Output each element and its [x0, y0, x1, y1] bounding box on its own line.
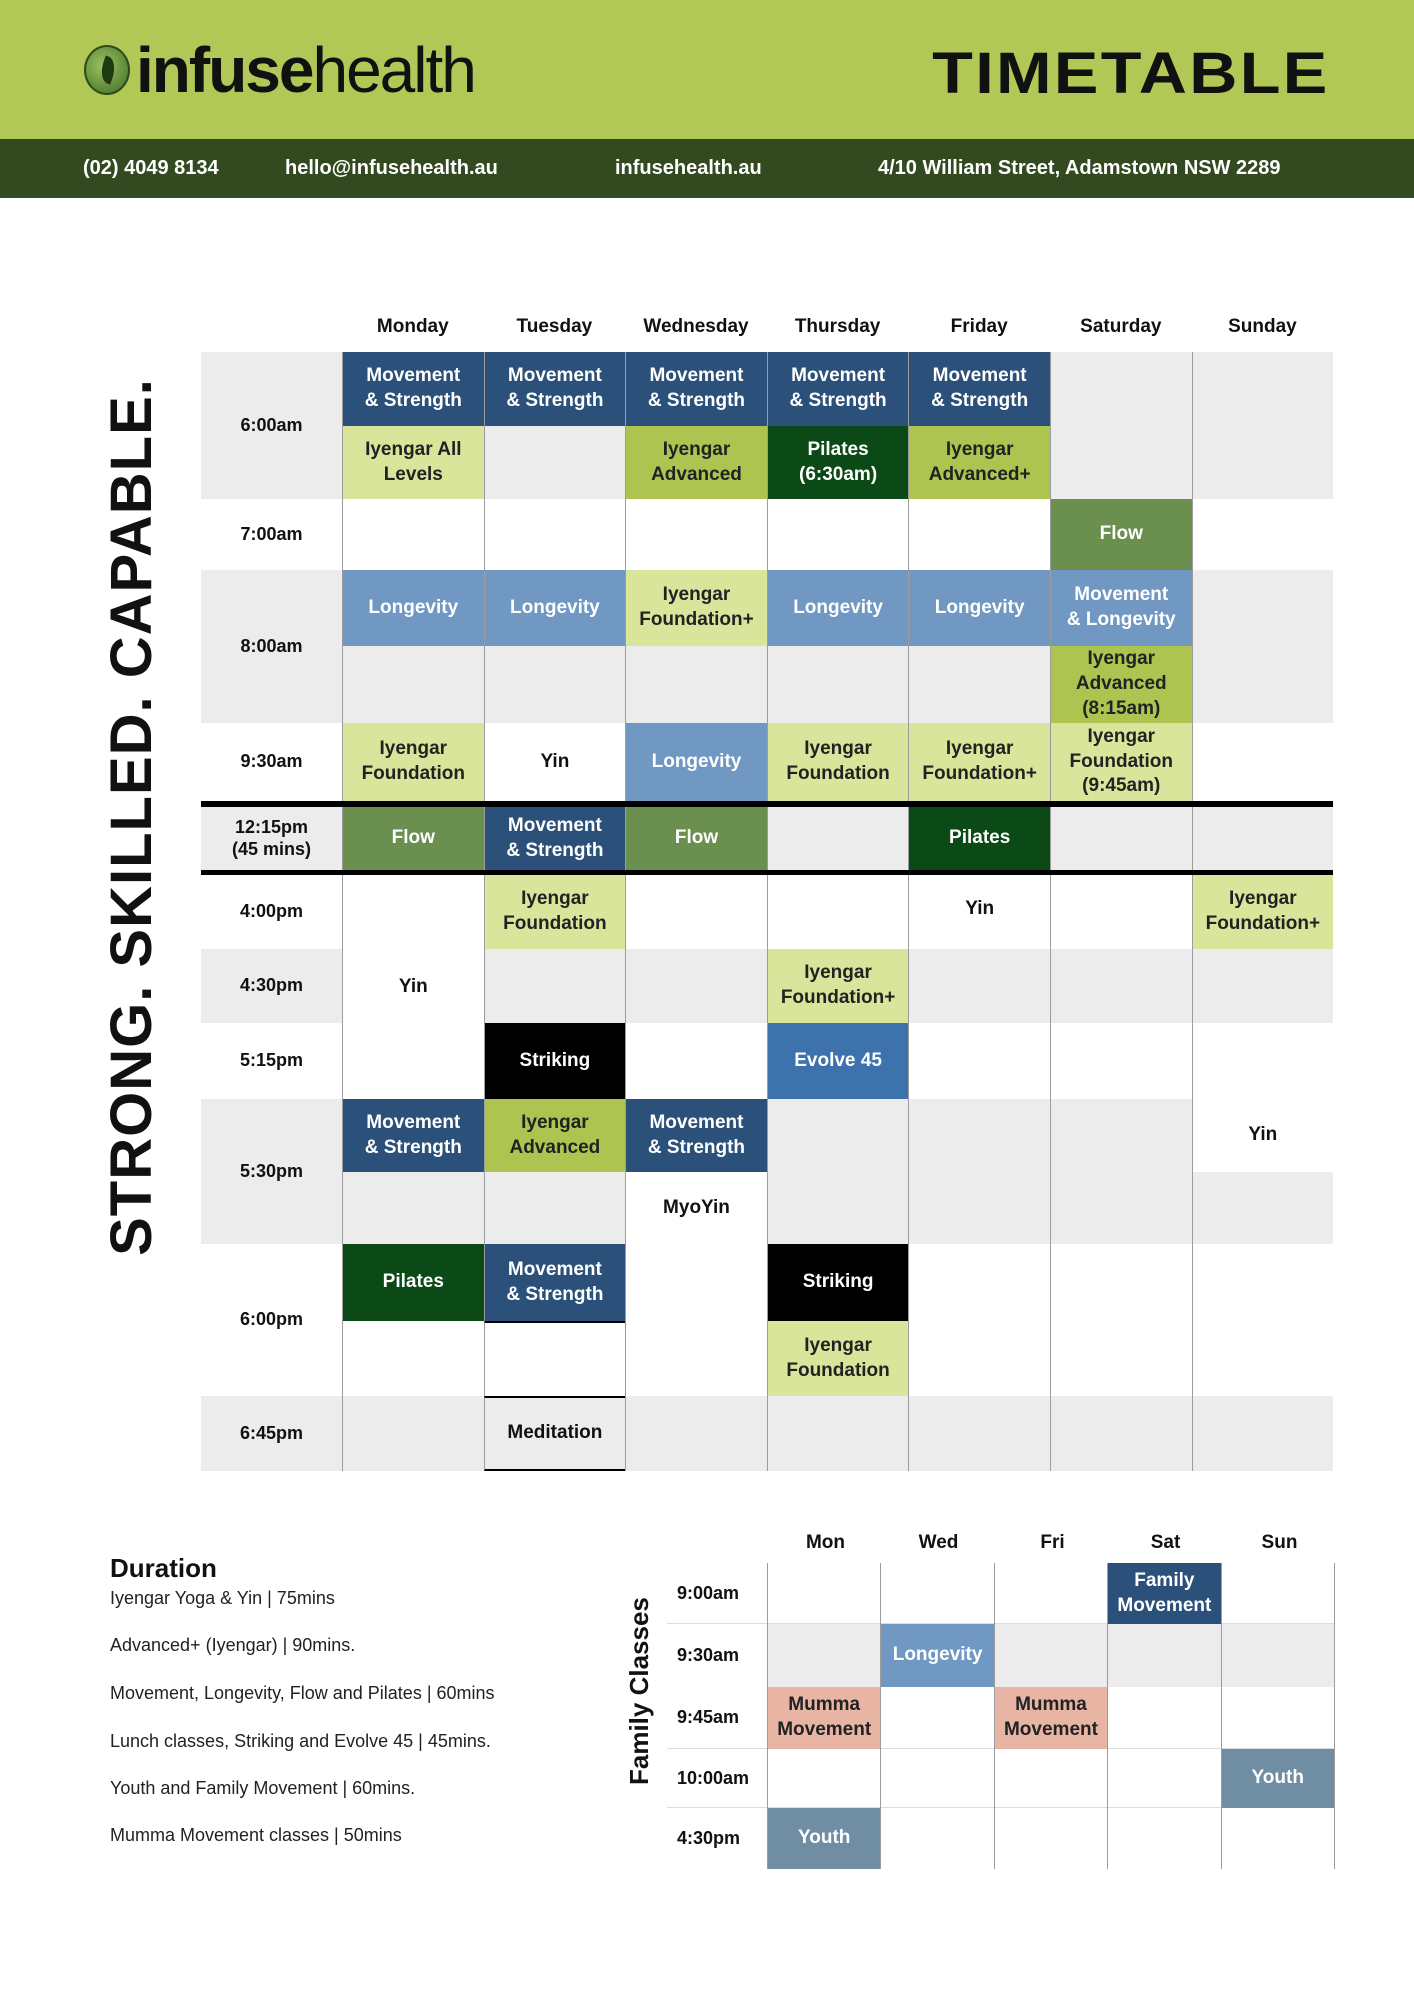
class-cell[interactable]: Movement & Strength	[625, 352, 767, 426]
day-header-wednesday: Wednesday	[643, 316, 749, 337]
day-header-saturday: Saturday	[1080, 316, 1162, 337]
class-cell[interactable]: Movement & Strength	[484, 352, 626, 426]
class-cell[interactable]: Pilates	[342, 1244, 484, 1321]
duration-item: Mumma Movement classes | 50mins	[110, 1825, 402, 1845]
family-day-header: Sun	[1261, 1532, 1298, 1553]
class-cell[interactable]: Longevity	[767, 570, 909, 646]
column-divider	[1221, 1563, 1334, 1869]
time-label: 12:15pm (45 mins)	[231, 816, 312, 859]
class-cell[interactable]: Iyengar Advanced (8:15am)	[1050, 646, 1192, 723]
class-cell[interactable]: Meditation	[484, 1396, 626, 1471]
class-cell[interactable]: Yin	[484, 723, 626, 801]
class-cell[interactable]: Iyengar Foundation+	[767, 949, 909, 1023]
class-cell[interactable]: Longevity	[625, 723, 767, 801]
day-header-sunday: Sunday	[1228, 316, 1297, 337]
time-label: 6:45pm	[239, 1422, 304, 1443]
family-class-cell[interactable]: Youth	[767, 1808, 880, 1869]
family-day-header: Wed	[918, 1532, 959, 1553]
family-class-cell[interactable]: Youth	[1221, 1749, 1334, 1808]
duration-item: Movement, Longevity, Flow and Pilates | 60mins	[110, 1683, 495, 1703]
address: 4/10 William Street, Adamstown NSW 2289	[878, 157, 1281, 179]
contact-bar	[0, 139, 1414, 198]
family-class-cell[interactable]: Mumma Movement	[994, 1687, 1107, 1749]
class-cell[interactable]: Iyengar Foundation+	[625, 570, 767, 646]
page-title: TIMETABLE	[932, 41, 1330, 106]
day-header-tuesday: Tuesday	[516, 316, 593, 337]
class-cell[interactable]: Iyengar Foundation+	[1192, 875, 1334, 949]
class-cell[interactable]: Longevity	[342, 570, 484, 646]
column-divider	[880, 1563, 993, 1869]
lunch-divider	[201, 870, 1333, 875]
class-cell[interactable]: Yin	[1192, 1099, 1334, 1172]
time-label: 4:00pm	[239, 901, 304, 922]
time-label: 5:15pm	[239, 1050, 304, 1071]
family-day-header: Sat	[1150, 1532, 1181, 1553]
time-label: 5:30pm	[239, 1160, 304, 1181]
column-divider	[1334, 1563, 1336, 1869]
class-cell[interactable]: Flow	[1050, 499, 1192, 570]
family-class-cell[interactable]: Family Movement	[1107, 1563, 1220, 1624]
logo-light: health	[312, 34, 475, 106]
day-header-friday: Friday	[950, 316, 1008, 337]
class-cell[interactable]: Movement & Longevity	[1050, 570, 1192, 646]
duration-heading: Duration	[110, 1553, 217, 1583]
family-class-cell[interactable]: Mumma Movement	[767, 1687, 880, 1749]
time-label: 4:30pm	[677, 1827, 741, 1848]
class-cell[interactable]: Pilates	[908, 807, 1050, 870]
class-cell[interactable]: Iyengar Advanced+	[908, 426, 1050, 499]
class-cell[interactable]: Striking	[767, 1244, 909, 1321]
class-cell[interactable]: Pilates (6:30am)	[767, 426, 909, 499]
email-link[interactable]: hello@infusehealth.au	[285, 157, 498, 179]
class-cell[interactable]: Striking	[484, 1023, 626, 1099]
class-cell[interactable]: Iyengar All Levels	[342, 426, 484, 499]
family-day-header: Fri	[1040, 1532, 1065, 1553]
header-band	[0, 0, 1414, 139]
class-cell[interactable]: Yin	[908, 875, 1050, 949]
family-classes-title: Family Classes	[624, 1597, 654, 1785]
class-cell[interactable]: Movement & Strength	[342, 1099, 484, 1172]
class-cell[interactable]: Movement & Strength	[342, 352, 484, 426]
duration-item: Advanced+ (Iyengar) | 90mins.	[110, 1635, 356, 1655]
leaf-logo-icon	[84, 45, 130, 95]
time-label: 4:30pm	[239, 975, 304, 996]
class-cell[interactable]: Longevity	[908, 570, 1050, 646]
class-cell[interactable]: Movement & Strength	[484, 807, 626, 870]
time-label: 6:00pm	[239, 1309, 304, 1330]
time-label: 9:30am	[677, 1644, 740, 1665]
duration-item: Youth and Family Movement | 60mins.	[110, 1778, 416, 1798]
class-cell[interactable]: Iyengar Advanced	[484, 1099, 626, 1172]
family-day-header: Mon	[805, 1532, 846, 1553]
empty-cell	[484, 1321, 626, 1396]
website-link[interactable]: infusehealth.au	[615, 157, 762, 179]
time-label: 9:45am	[677, 1707, 740, 1728]
duration-item: Lunch classes, Striking and Evolve 45 | 45mins.	[110, 1731, 491, 1751]
time-label: 6:00am	[240, 414, 303, 435]
duration-item: Iyengar Yoga & Yin | 75mins	[110, 1588, 335, 1608]
class-cell[interactable]: Iyengar Foundation+	[908, 723, 1050, 801]
class-cell[interactable]: MyoYin	[625, 1172, 767, 1396]
tagline: STRONG. SKILLED. CAPABLE.	[99, 378, 164, 1256]
class-cell[interactable]: Movement & Strength	[484, 1244, 626, 1321]
logo-bold: infuse	[136, 34, 313, 106]
class-cell[interactable]: Movement & Strength	[908, 352, 1050, 426]
class-cell[interactable]: Flow	[625, 807, 767, 870]
logo	[84, 34, 475, 106]
class-cell[interactable]: Movement & Strength	[767, 352, 909, 426]
time-label: 8:00am	[240, 635, 303, 656]
class-cell[interactable]: Evolve 45	[767, 1023, 909, 1099]
class-cell[interactable]: Movement & Strength	[625, 1099, 767, 1172]
family-class-cell[interactable]: Longevity	[880, 1624, 993, 1687]
day-header-monday: Monday	[376, 316, 449, 337]
timetable-grid	[201, 352, 1333, 1471]
phone[interactable]: (02) 4049 8134	[83, 157, 219, 179]
time-label: 7:00am	[240, 523, 303, 544]
class-cell[interactable]: Iyengar Advanced	[625, 426, 767, 499]
class-cell[interactable]: Iyengar Foundation	[767, 1321, 909, 1396]
time-label: 9:30am	[240, 751, 303, 772]
class-cell[interactable]: Iyengar Foundation	[342, 723, 484, 801]
class-cell[interactable]: Longevity	[484, 570, 626, 646]
lunch-divider	[201, 801, 1333, 807]
class-cell[interactable]: Iyengar Foundation (9:45am)	[1050, 723, 1192, 801]
day-header-thursday: Thursday	[794, 316, 881, 337]
time-label: 9:00am	[677, 1582, 740, 1603]
class-cell[interactable]: Iyengar Foundation	[767, 723, 909, 801]
class-cell[interactable]: Yin	[342, 875, 484, 1099]
class-cell[interactable]: Flow	[342, 807, 484, 870]
time-label: 10:00am	[677, 1767, 750, 1788]
class-cell[interactable]: Iyengar Foundation	[484, 875, 626, 949]
logo-text	[136, 34, 475, 106]
family-classes-grid	[667, 1563, 1336, 1869]
